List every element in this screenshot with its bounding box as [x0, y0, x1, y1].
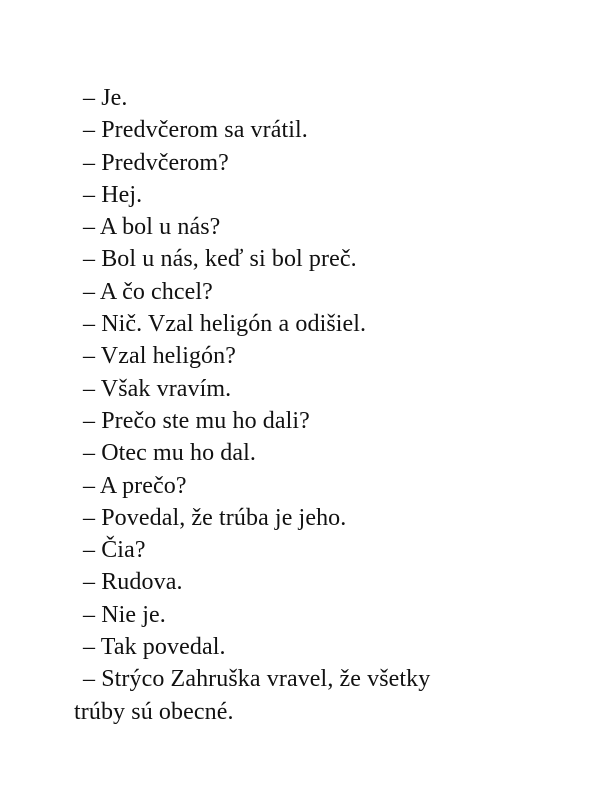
- text-line: – Nič. Vzal heligón a odišiel.: [83, 311, 367, 338]
- text-line: – Je.: [83, 85, 128, 111]
- text-line: – A bol u nás?: [83, 214, 221, 241]
- text-line: – Strýco Zahruška vravel, že všetky: [83, 666, 431, 693]
- text-line-continuation: trúby sú obecné.: [74, 698, 234, 725]
- text-line: – Však vravím.: [83, 375, 232, 402]
- text-line: – Otec mu ho dal.: [83, 440, 256, 467]
- text-line: – A prečo?: [83, 472, 187, 499]
- text-line: – Prečo ste mu ho dali?: [83, 407, 310, 434]
- text-line: – Hej.: [83, 181, 143, 208]
- text-line: – Čia?: [83, 537, 146, 564]
- text-line: – A čo chcel?: [83, 278, 213, 305]
- text-line: – Predvčerom?: [83, 149, 229, 176]
- dialogue-text: [74, 82, 554, 728]
- text-line: – Vzal heligón?: [83, 343, 237, 370]
- text-line: – Rudova.: [83, 569, 183, 596]
- text-line: – Bol u nás, keď si bol preč.: [83, 246, 357, 273]
- text-line: – Predvčerom sa vrátil.: [83, 117, 308, 144]
- text-line: – Povedal, že trúba je jeho.: [83, 504, 347, 531]
- text-line: – Tak povedal.: [83, 634, 226, 661]
- text-line: – Nie je.: [83, 601, 166, 628]
